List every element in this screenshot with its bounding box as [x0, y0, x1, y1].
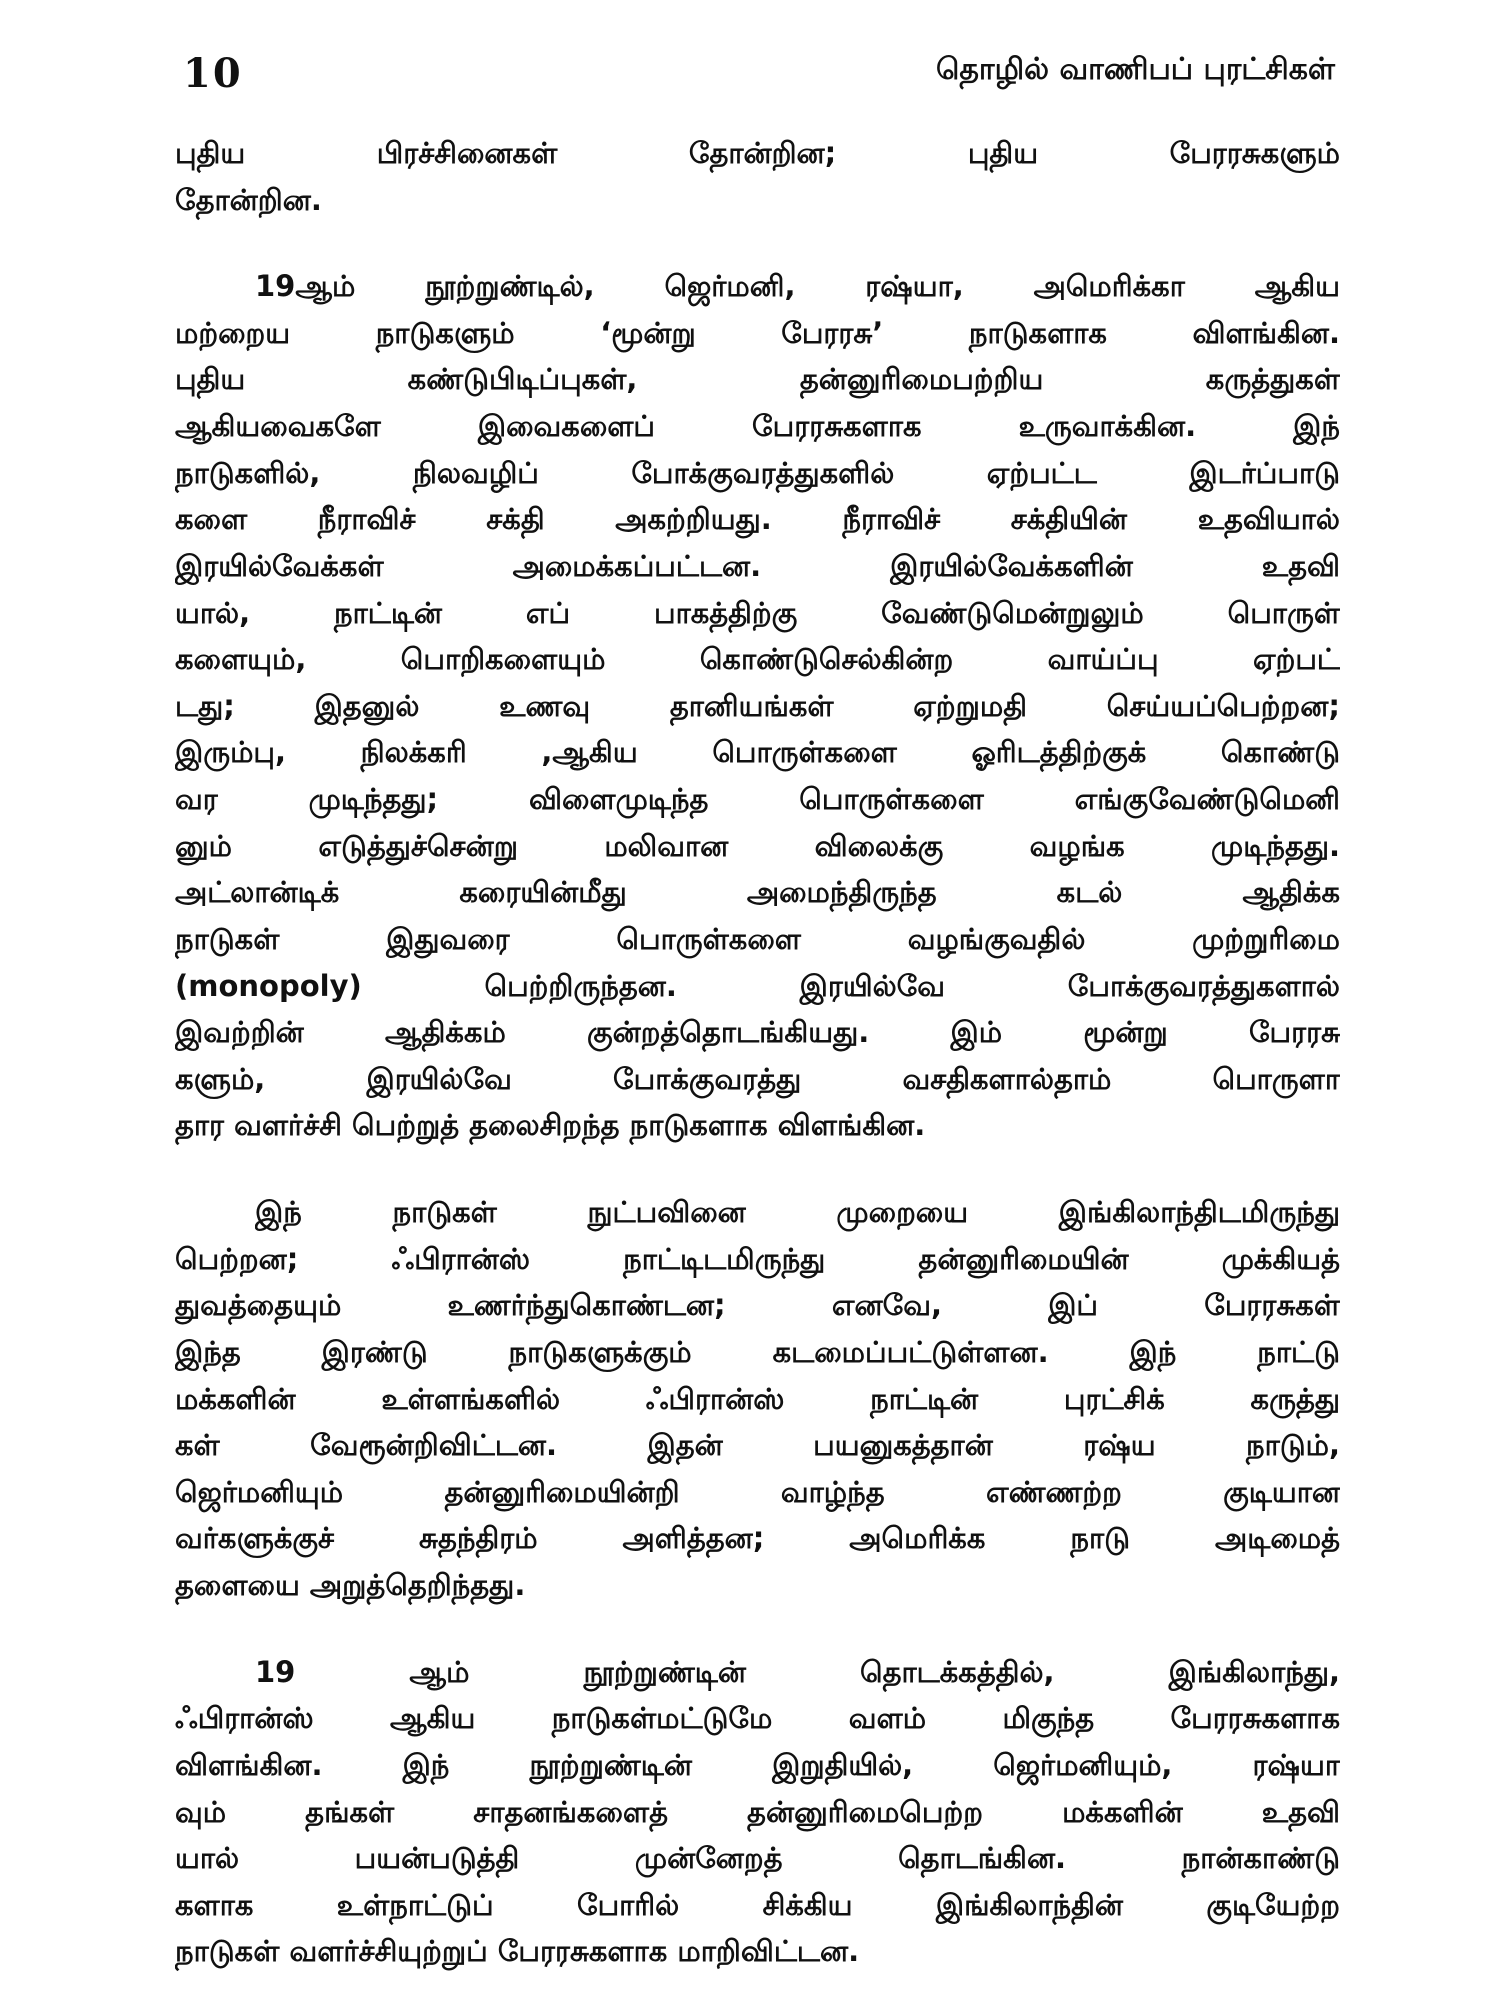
- page-number: 10: [183, 50, 243, 97]
- paragraph-2-line-16: (monopoly) பெற்றிருந்தன. இரயில்வே போக்குவரத்துகளால்: [175, 968, 1340, 1003]
- paragraph-2-line-17: இவற்றின் ஆதிக்கம் குன்றத்தொடங்கியது. இம் மூன்று பேரரசு: [175, 1015, 1340, 1050]
- paragraph-3-line-1: இந் நாடுகள் நுட்பவினை முறையை இங்கிலாந்திடமிருந்து: [255, 1195, 1340, 1230]
- paragraph-2-line-14: அட்லான்டிக் கரையின்மீது அமைந்திருந்த கடல் ஆதிக்க: [175, 875, 1340, 910]
- paragraph-3-line-4: இந்த இரண்டு நாடுகளுக்கும் கடமைப்பட்டுள்ளன. இந் நாட்டு: [175, 1334, 1340, 1369]
- paragraph-3-line-6: கள் வேரூன்றிவிட்டன. இதன் பயனுகத்தான் ரஷ்ய நாடும்,: [175, 1428, 1340, 1463]
- paragraph-2-line-5: நாடுகளில், நிலவழிப் போக்குவரத்துகளில் ஏற்பட்ட இடர்ப்பாடு: [175, 455, 1340, 490]
- paragraph-3-line-5: மக்களின் உள்ளங்களில் ஃபிரான்ஸ் நாட்டின் புரட்சிக் கருத்து: [175, 1381, 1340, 1416]
- paragraph-2-line-4: ஆகியவைகளே இவைகளைப் பேரரசுகளாக உருவாக்கின. இந்: [175, 409, 1340, 444]
- paragraph-3-line-3: துவத்தையும் உணர்ந்துகொண்டன; எனவே, இப் பேரரசுகள்: [175, 1288, 1340, 1323]
- paragraph-4-line-7: நாடுகள் வளர்ச்சியுற்றுப் பேரரசுகளாக மாறிவிட்டன.: [175, 1934, 860, 1969]
- paragraph-3-line-8: வர்களுக்குச் சுதந்திரம் அளித்தன; அமெரிக்க நாடு அடிமைத்: [175, 1521, 1340, 1556]
- paragraph-3-line-9: தளையை அறுத்தெறிந்தது.: [175, 1568, 526, 1603]
- paragraph-2-line-12: வர முடிந்தது; விளைமுடிந்த பொருள்களை எங்குவேண்டுமெனி: [175, 782, 1340, 817]
- paragraph-2-line-3: புதிய கண்டுபிடிப்புகள், தன்னுரிமைபற்றிய கருத்துகள்: [175, 362, 1340, 397]
- paragraph-2-line-11: இரும்பு, நிலக்கரி ,ஆகிய பொருள்களை ஓரிடத்திற்குக் கொண்டு: [175, 735, 1340, 770]
- paragraph-2-line-13: னும் எடுத்துச்சென்று மலிவான விலைக்கு வழங்க முடிந்தது.: [175, 828, 1340, 863]
- paragraph-2-line-19: தார வளர்ச்சி பெற்றுத் தலைசிறந்த நாடுகளாக விளங்கின.: [175, 1108, 926, 1143]
- paragraph-1-line-1: புதிய பிரச்சினைகள் தோன்றின; புதிய பேரரசுகளும்: [175, 136, 1340, 170]
- paragraph-2-line-10: டது; இதனுல் உணவு தானியங்கள் ஏற்றுமதி செய்யப்பெற்றன;: [175, 688, 1340, 723]
- paragraph-2-line-7: இரயில்வேக்கள் அமைக்கப்பட்டன. இரயில்வேக்களின் உதவி: [175, 548, 1340, 583]
- paragraph-2-line-8: யால், நாட்டின் எப் பாகத்திற்கு வேண்டுமென்றுலும் பொருள்: [175, 595, 1340, 630]
- paragraph-4-line-2: ஃபிரான்ஸ் ஆகிய நாடுகள்மட்டுமே வளம் மிகுந்த பேரரசுகளாக: [175, 1701, 1340, 1736]
- paragraph-2-line-15: நாடுகள் இதுவரை பொருள்களை வழங்குவதில் முற்றுரிமை: [175, 921, 1340, 956]
- paragraph-4-line-1: 19 ஆம் நூற்றுண்டின் தொடக்கத்தில், இங்கிலாந்து,: [255, 1654, 1340, 1689]
- paragraph-3-line-7: ஜெர்மனியும் தன்னுரிமையின்றி வாழ்ந்த எண்ணற்ற குடியான: [175, 1474, 1340, 1509]
- paragraph-2-line-1: 19ஆம் நூற்றுண்டில், ஜெர்மனி, ரஷ்யா, அமெரிக்கா ஆகிய: [255, 269, 1340, 304]
- paragraph-4-line-4: வும் தங்கள் சாதனங்களைத் தன்னுரிமைபெற்ற மக்களின் உதவி: [175, 1794, 1340, 1829]
- paragraph-4-line-5: யால் பயன்படுத்தி முன்னேறத் தொடங்கின. நான்காண்டு: [175, 1841, 1340, 1876]
- paragraph-1-line-2: தோன்றின.: [175, 182, 322, 217]
- paragraph-4-line-6: களாக உள்நாட்டுப் போரில் சிக்கிய இங்கிலாந்தின் குடியேற்ற: [175, 1887, 1340, 1922]
- paragraph-2-line-18: களும், இரயில்வே போக்குவரத்து வசதிகளால்தாம் பொருளா: [175, 1061, 1340, 1096]
- paragraph-2-line-9: களையும், பொறிகளையும் கொண்டுசெல்கின்ற வாய்ப்பு ஏற்பட்: [175, 642, 1340, 677]
- paragraph-2-line-6: களை நீராவிச் சக்தி அகற்றியது. நீராவிச் சக்தியின் உதவியால்: [175, 502, 1340, 537]
- paragraph-3-line-2: பெற்றன; ஃபிரான்ஸ் நாட்டிடமிருந்து தன்னுரிமையின் முக்கியத்: [175, 1241, 1340, 1276]
- running-title: தொழில் வாணிபப் புரட்சிகள்: [936, 52, 1335, 87]
- paragraph-4-line-3: விளங்கின. இந் நூற்றுண்டின் இறுதியில், ஜெர்மனியும், ரஷ்யா: [175, 1747, 1340, 1782]
- paragraph-2-line-2: மற்றைய நாடுகளும் ‘மூன்று பேரரசு’ நாடுகளாக விளங்கின.: [175, 315, 1340, 350]
